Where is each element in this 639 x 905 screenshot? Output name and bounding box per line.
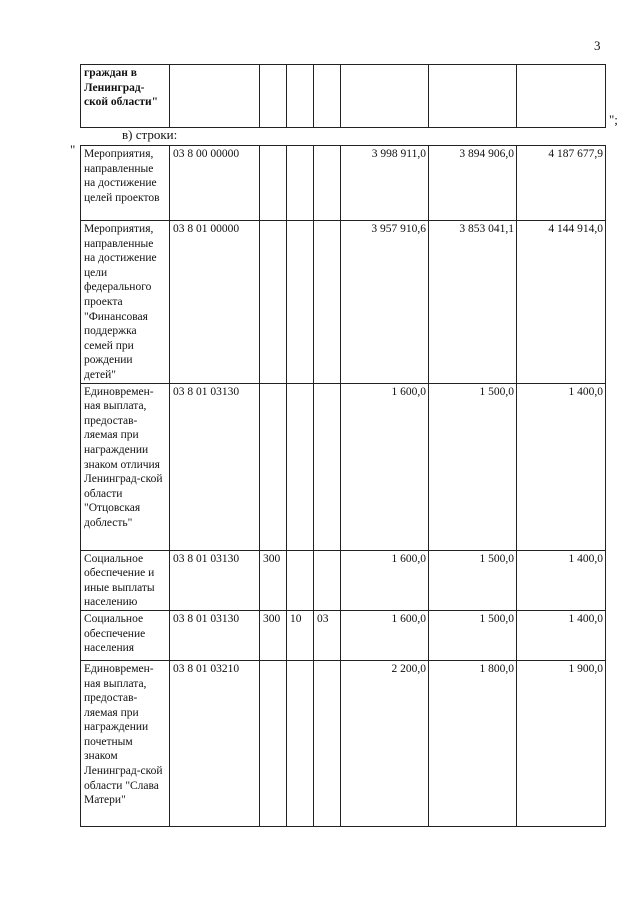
opening-quote: " <box>70 142 76 157</box>
table-row <box>81 146 606 221</box>
subsection-cell <box>314 550 341 610</box>
section-cell <box>287 550 314 610</box>
name-cell: граждан в Ленинград-ской области" <box>81 65 170 128</box>
amount-year2-cell: 1 500,0 <box>429 550 517 610</box>
subheading: в) строки: <box>122 127 178 142</box>
amount-year2-cell: 1 800,0 <box>429 660 517 826</box>
empty-cell <box>341 65 429 128</box>
empty-cell <box>429 65 517 128</box>
amount-year3-cell: 1 400,0 <box>517 383 606 550</box>
subsection-cell: 03 <box>314 610 341 660</box>
empty-cell <box>287 65 314 128</box>
amount-year1-cell: 3 998 911,0 <box>341 146 429 221</box>
budget-table <box>80 145 606 827</box>
target-article-cell: 03 8 01 03130 <box>170 550 260 610</box>
expense-type-cell <box>260 660 287 826</box>
section-cell <box>287 146 314 221</box>
row-name-cell: Мероприятия, направленные на достижение цели федерального проекта "Финансовая поддержка семей при рождении детей" <box>81 221 170 384</box>
empty-cell <box>170 65 260 128</box>
expense-type-cell: 300 <box>260 550 287 610</box>
amount-year1-cell: 1 600,0 <box>341 383 429 550</box>
amount-year3-cell: 4 187 677,9 <box>517 146 606 221</box>
amount-year3-cell: 1 400,0 <box>517 550 606 610</box>
empty-cell <box>517 65 606 128</box>
row-name-cell: Мероприятия, направленные на достижение целей проектов <box>81 146 170 221</box>
amount-year2-cell: 3 894 906,0 <box>429 146 517 221</box>
section-cell <box>287 221 314 384</box>
table-row <box>81 660 606 826</box>
empty-cell <box>314 65 341 128</box>
expense-type-cell: 300 <box>260 610 287 660</box>
section-cell <box>287 383 314 550</box>
amount-year1-cell: 1 600,0 <box>341 610 429 660</box>
amount-year3-cell: 1 400,0 <box>517 610 606 660</box>
row-name-cell: Единовремен-ная выплата, предостав-ляемая при награждении почетным знаком Ленинград-ской области "Слава Матери" <box>81 660 170 826</box>
amount-year2-cell: 1 500,0 <box>429 383 517 550</box>
section-cell: 10 <box>287 610 314 660</box>
amount-year3-cell: 1 900,0 <box>517 660 606 826</box>
target-article-cell: 03 8 01 03130 <box>170 383 260 550</box>
target-article-cell: 03 8 01 03210 <box>170 660 260 826</box>
subsection-cell <box>314 221 341 384</box>
section-cell <box>287 660 314 826</box>
amount-year1-cell: 3 957 910,6 <box>341 221 429 384</box>
empty-cell <box>260 65 287 128</box>
page-number: 3 <box>594 38 601 53</box>
expense-type-cell <box>260 146 287 221</box>
amount-year1-cell: 2 200,0 <box>341 660 429 826</box>
table-row <box>81 610 606 660</box>
row-name-cell: Единовремен-ная выплата, предостав-ляемая при награждении знаком отличия Ленинград-ской области "Отцовская доблесть" <box>81 383 170 550</box>
table-row <box>81 221 606 384</box>
amount-year1-cell: 1 600,0 <box>341 550 429 610</box>
expense-type-cell <box>260 383 287 550</box>
top-table-fragment <box>80 64 606 128</box>
subsection-cell <box>314 383 341 550</box>
row-name-cell: Социальное обеспечение населения <box>81 610 170 660</box>
amount-year2-cell: 1 500,0 <box>429 610 517 660</box>
row-name-cell: Социальное обеспечение и иные выплаты населению <box>81 550 170 610</box>
amount-year2-cell: 3 853 041,1 <box>429 221 517 384</box>
table-row <box>81 383 606 550</box>
target-article-cell: 03 8 00 00000 <box>170 146 260 221</box>
table-row <box>81 550 606 610</box>
subsection-cell <box>314 660 341 826</box>
table-row <box>81 65 606 128</box>
amount-year3-cell: 4 144 914,0 <box>517 221 606 384</box>
target-article-cell: 03 8 01 03130 <box>170 610 260 660</box>
expense-type-cell <box>260 221 287 384</box>
closing-quote: "; <box>609 112 618 127</box>
target-article-cell: 03 8 01 00000 <box>170 221 260 384</box>
subsection-cell <box>314 146 341 221</box>
